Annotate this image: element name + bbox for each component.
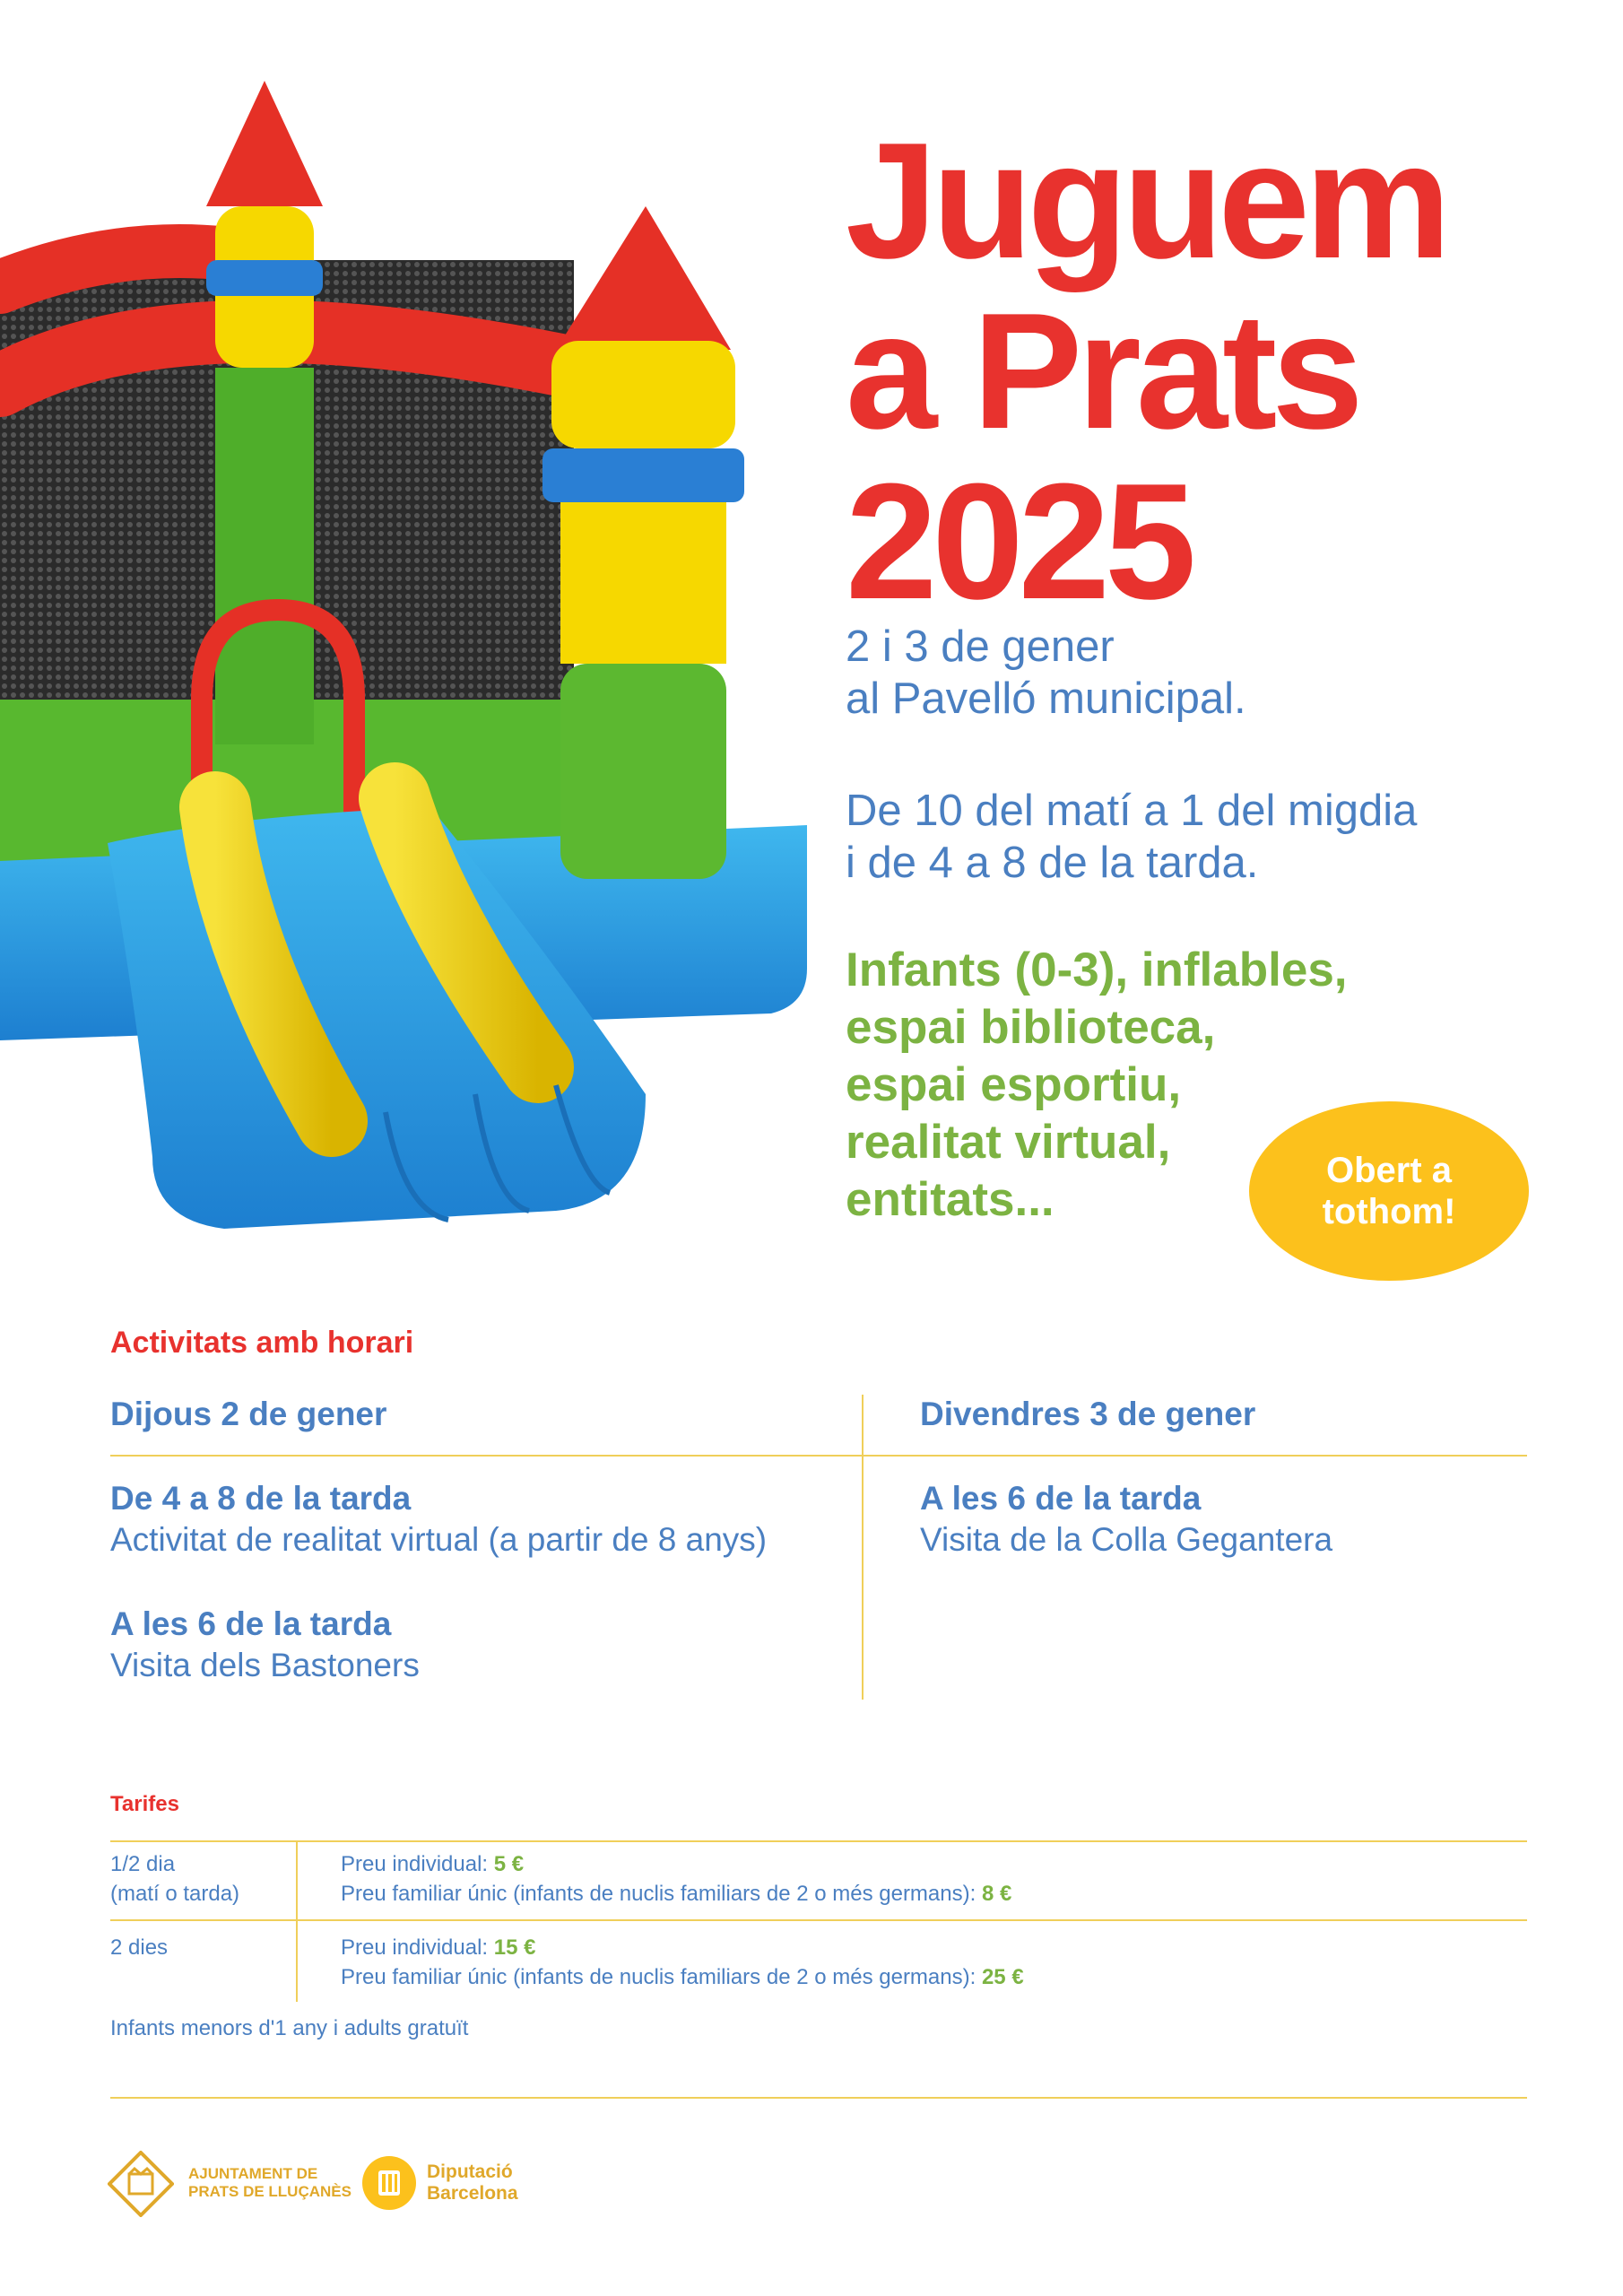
page-title [846, 108, 1590, 633]
day1-item [110, 1604, 846, 1686]
logo-line: AJUNTAMENT DE [188, 2165, 318, 2182]
tarifes-heading: Tarifes [110, 1792, 179, 1816]
activity-time: A les 6 de la tarda [110, 1605, 392, 1642]
family-label: Preu familiar únic (infants de nuclis familiars de 2 o més germans): [341, 1965, 976, 1989]
event-hours [846, 785, 1590, 889]
day1-item [110, 1478, 846, 1561]
tarifa-label [110, 1933, 290, 1962]
day2-title: Divendres 3 de gener [920, 1396, 1256, 1432]
title-line-2: a Prats [846, 278, 1358, 463]
feature-line: entitats... [846, 1173, 1055, 1226]
tarifa-label [110, 1849, 290, 1909]
tarifa-label-line: (matí o tarda) [110, 1882, 240, 1906]
title-line-1: Juguem [846, 108, 1446, 292]
dates-line-2: al Pavelló municipal. [846, 674, 1246, 723]
ajuntament-logo-icon [108, 2151, 174, 2217]
diputacio-name [427, 2161, 518, 2205]
feature-line: realitat virtual, [846, 1116, 1171, 1169]
open-to-all-badge [1249, 1101, 1529, 1281]
divider [110, 1840, 1527, 1842]
title-line-3: 2025 [846, 448, 1192, 633]
feature-line: Infants (0-3), inflables, [846, 944, 1348, 996]
dates-line-1: 2 i 3 de gener [846, 622, 1115, 671]
tarifa-label-line: 1/2 dia [110, 1852, 176, 1876]
day2-item [920, 1478, 1530, 1561]
activity-desc: Visita de la Colla Gegantera [920, 1521, 1333, 1558]
ajuntament-name [188, 2165, 352, 2201]
divider [110, 1919, 1527, 1921]
individual-label: Preu individual: [341, 1935, 489, 1960]
activities-heading: Activitats amb horari [110, 1326, 414, 1360]
activity-time: De 4 a 8 de la tarda [110, 1480, 412, 1517]
family-price: 8 € [981, 1882, 1012, 1906]
event-dates [846, 621, 1590, 725]
individual-price: 5 € [493, 1852, 525, 1876]
column-divider [296, 1840, 298, 2002]
badge-line-2: tothom! [1322, 1192, 1456, 1231]
logo-line: Diputació [427, 2161, 513, 2182]
hours-line-2: i de 4 a 8 de la tarda. [846, 839, 1259, 887]
diputacio-logo-icon [360, 2154, 418, 2212]
family-price: 25 € [981, 1965, 1024, 1989]
feature-line: espai esportiu, [846, 1058, 1182, 1111]
activity-desc: Activitat de realitat virtual (a partir de 8 anys) [110, 1521, 768, 1558]
hours-line-1: De 10 del matí a 1 del migdia [846, 787, 1418, 835]
tarifa-prices [341, 1933, 1524, 1992]
free-note: Infants menors d'1 any i adults gratuït [110, 2016, 469, 2040]
individual-label: Preu individual: [341, 1852, 489, 1876]
logo-line: PRATS DE LLUÇANÈS [188, 2183, 352, 2200]
activity-desc: Visita dels Bastoners [110, 1647, 420, 1683]
day1-title: Dijous 2 de gener [110, 1396, 387, 1432]
divider [110, 1455, 1527, 1457]
logo-line: Barcelona [427, 2183, 518, 2204]
footer-divider [110, 2097, 1527, 2099]
tarifa-label-line: 2 dies [110, 1935, 169, 1960]
family-label: Preu familiar únic (infants de nuclis familiars de 2 o més germans): [341, 1882, 976, 1906]
column-divider [862, 1395, 864, 1700]
badge-line-1: Obert a [1325, 1151, 1453, 1190]
tarifa-prices [341, 1849, 1524, 1909]
individual-price: 15 € [493, 1935, 536, 1960]
bouncy-castle-illustration [0, 54, 807, 1292]
activity-time: A les 6 de la tarda [920, 1480, 1202, 1517]
feature-line: espai biblioteca, [846, 1001, 1216, 1054]
